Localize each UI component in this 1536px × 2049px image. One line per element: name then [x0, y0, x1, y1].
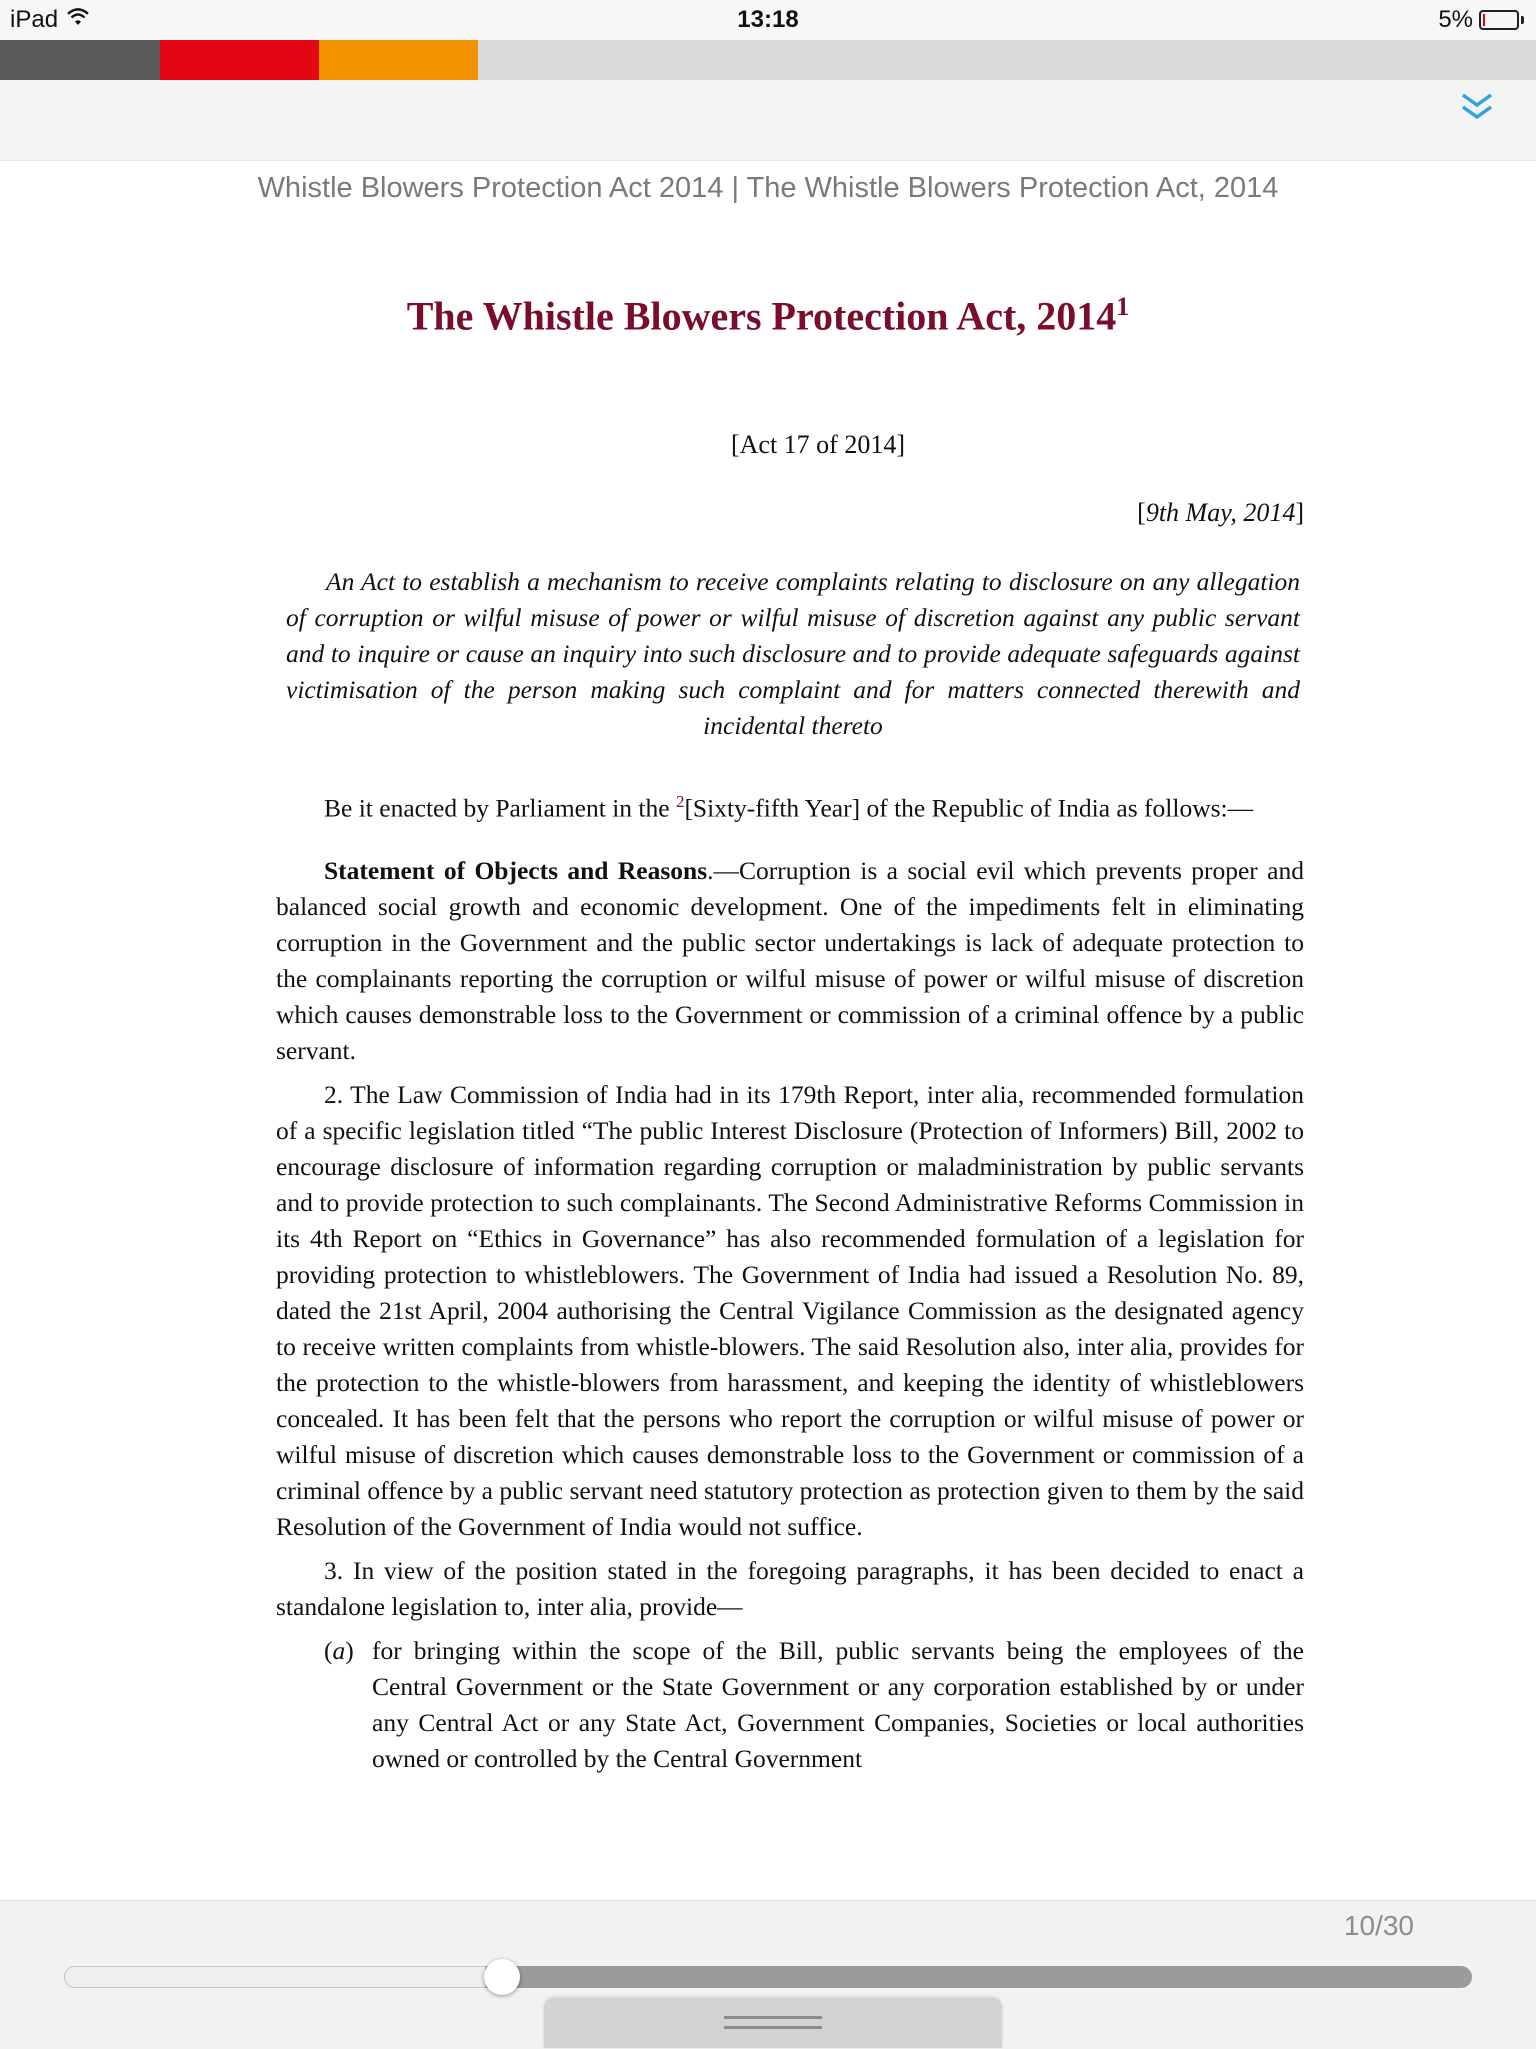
enacting-before: Be it enacted by Parliament in the: [324, 793, 676, 823]
page-counter: 10/30: [1343, 1910, 1414, 1941]
battery-icon: [1479, 10, 1519, 30]
list-item-label: (a): [324, 1635, 354, 1665]
sor-paragraph: [276, 853, 1304, 1069]
paragraph-3: 3. In view of the position stated in the foregoing paragraphs, it has been decided to enact a standalone legislation to, inter alia, provide—: [276, 1555, 1304, 1621]
footnote-link-2[interactable]: 2: [675, 792, 685, 811]
battery-percent: 5%: [1438, 6, 1473, 33]
title-footnote-link[interactable]: 1: [1116, 292, 1130, 321]
act-title-text: The Whistle Blowers Protection Act, 2014: [406, 293, 1117, 339]
page-slider-knob[interactable]: [484, 1959, 520, 1995]
sor-text: .—Corruption is a social evil which prevents proper and balanced social growth and economic development. One of the impediments felt in eliminating corruption in the Government and the public sector undertakings is lack of adequate protection to the complainants reporting the corruption or wilful misuse of power or wilful misuse of discretion which causes demonstrable loss to the Government or commission of a criminal offence by a public servant.: [276, 855, 1304, 1065]
strip-segment-red: [160, 40, 319, 80]
category-color-strip: [0, 40, 1536, 80]
strip-segment-gray: [0, 40, 160, 80]
battery-tip: [1521, 16, 1524, 24]
bottom-drawer-handle[interactable]: [544, 1998, 1002, 2048]
document-body: [276, 784, 1304, 1785]
act-date-text: 9th May, 2014: [1145, 498, 1296, 527]
long-title: An Act to establish a mechanism to receive complaints relating to disclosure on any allegation of corruption or wilful misuse of power or wilful misuse of discretion against any public servant and to inquire or cause an inquiry into such disclosure and to provide adequate safeguards against victimisation of the person making such complaint and for matters connected therewith and incidental thereto: [286, 567, 1300, 740]
grip-line: [724, 2026, 822, 2029]
act-title: [0, 292, 1536, 339]
page-slider-track[interactable]: [64, 1966, 1472, 1988]
enacting-formula: [276, 784, 1304, 827]
device-label: iPad: [10, 6, 59, 33]
double-chevron-down-icon[interactable]: [1460, 92, 1494, 127]
sor-heading: Statement of Objects and Reasons: [324, 855, 708, 885]
page-slider-progress: [64, 1966, 486, 1988]
status-bar: [0, 0, 1536, 40]
act-number: [Act 17 of 2014]: [730, 430, 905, 459]
list-item-letter: a: [332, 1635, 346, 1665]
paragraph-2: 2. The Law Commission of India had in its 179th Report, inter alia, recommended formulation of a specific legislation titled “The public Interest Disclosure (Protection of Informers) Bill, 2002 to encourage disclosure of information regarding corruption or maladministration by public servants and to provide protection to such complainants. The Second Administrative Reforms Commission in its 4th Report on “Ethics in Governance” has also recommended formulation of a legislation for providing protection to whistleblowers. The Government of India had issued a Resolution No. 89, dated the 21st April, 2004 authorising the Central Vigilance Commission as the designated agency to receive written complaints from whistle-blowers. The said Resolution also, inter alia, provides for the protection to the whistle-blowers from harassment, and keeping the identity of whistleblowers concealed. It has been felt that the persons who report the corruption or wilful misuse of power or wilful misuse of discretion which causes demonstrable loss to the Government or commission of a criminal offence by a public servant need statutory protection as protection given to them by the said Resolution of the Government of India would not suffice.: [276, 1079, 1304, 1541]
grip-line: [724, 2016, 822, 2019]
list-item-a: [324, 1633, 1304, 1777]
enacting-after: [Sixty-fifth Year] of the Republic of India as follows:—: [684, 793, 1254, 823]
running-head: Whistle Blowers Protection Act 2014 | The Whistle Blowers Protection Act, 2014: [257, 172, 1279, 204]
status-right: [1438, 6, 1524, 34]
list-item-text: for bringing within the scope of the Bill, public servants being the employees of the Central Government or the State Government or any corporation established by or under any Central Act or any State Act, Government Companies, Societies or local authorities owned or controlled by the Central Government: [372, 1635, 1304, 1773]
reader-toolbar: [0, 80, 1536, 161]
act-date: [9th May, 2014]: [1137, 498, 1304, 527]
clock: 13:18: [737, 6, 799, 33]
strip-segment-orange: [319, 40, 478, 80]
